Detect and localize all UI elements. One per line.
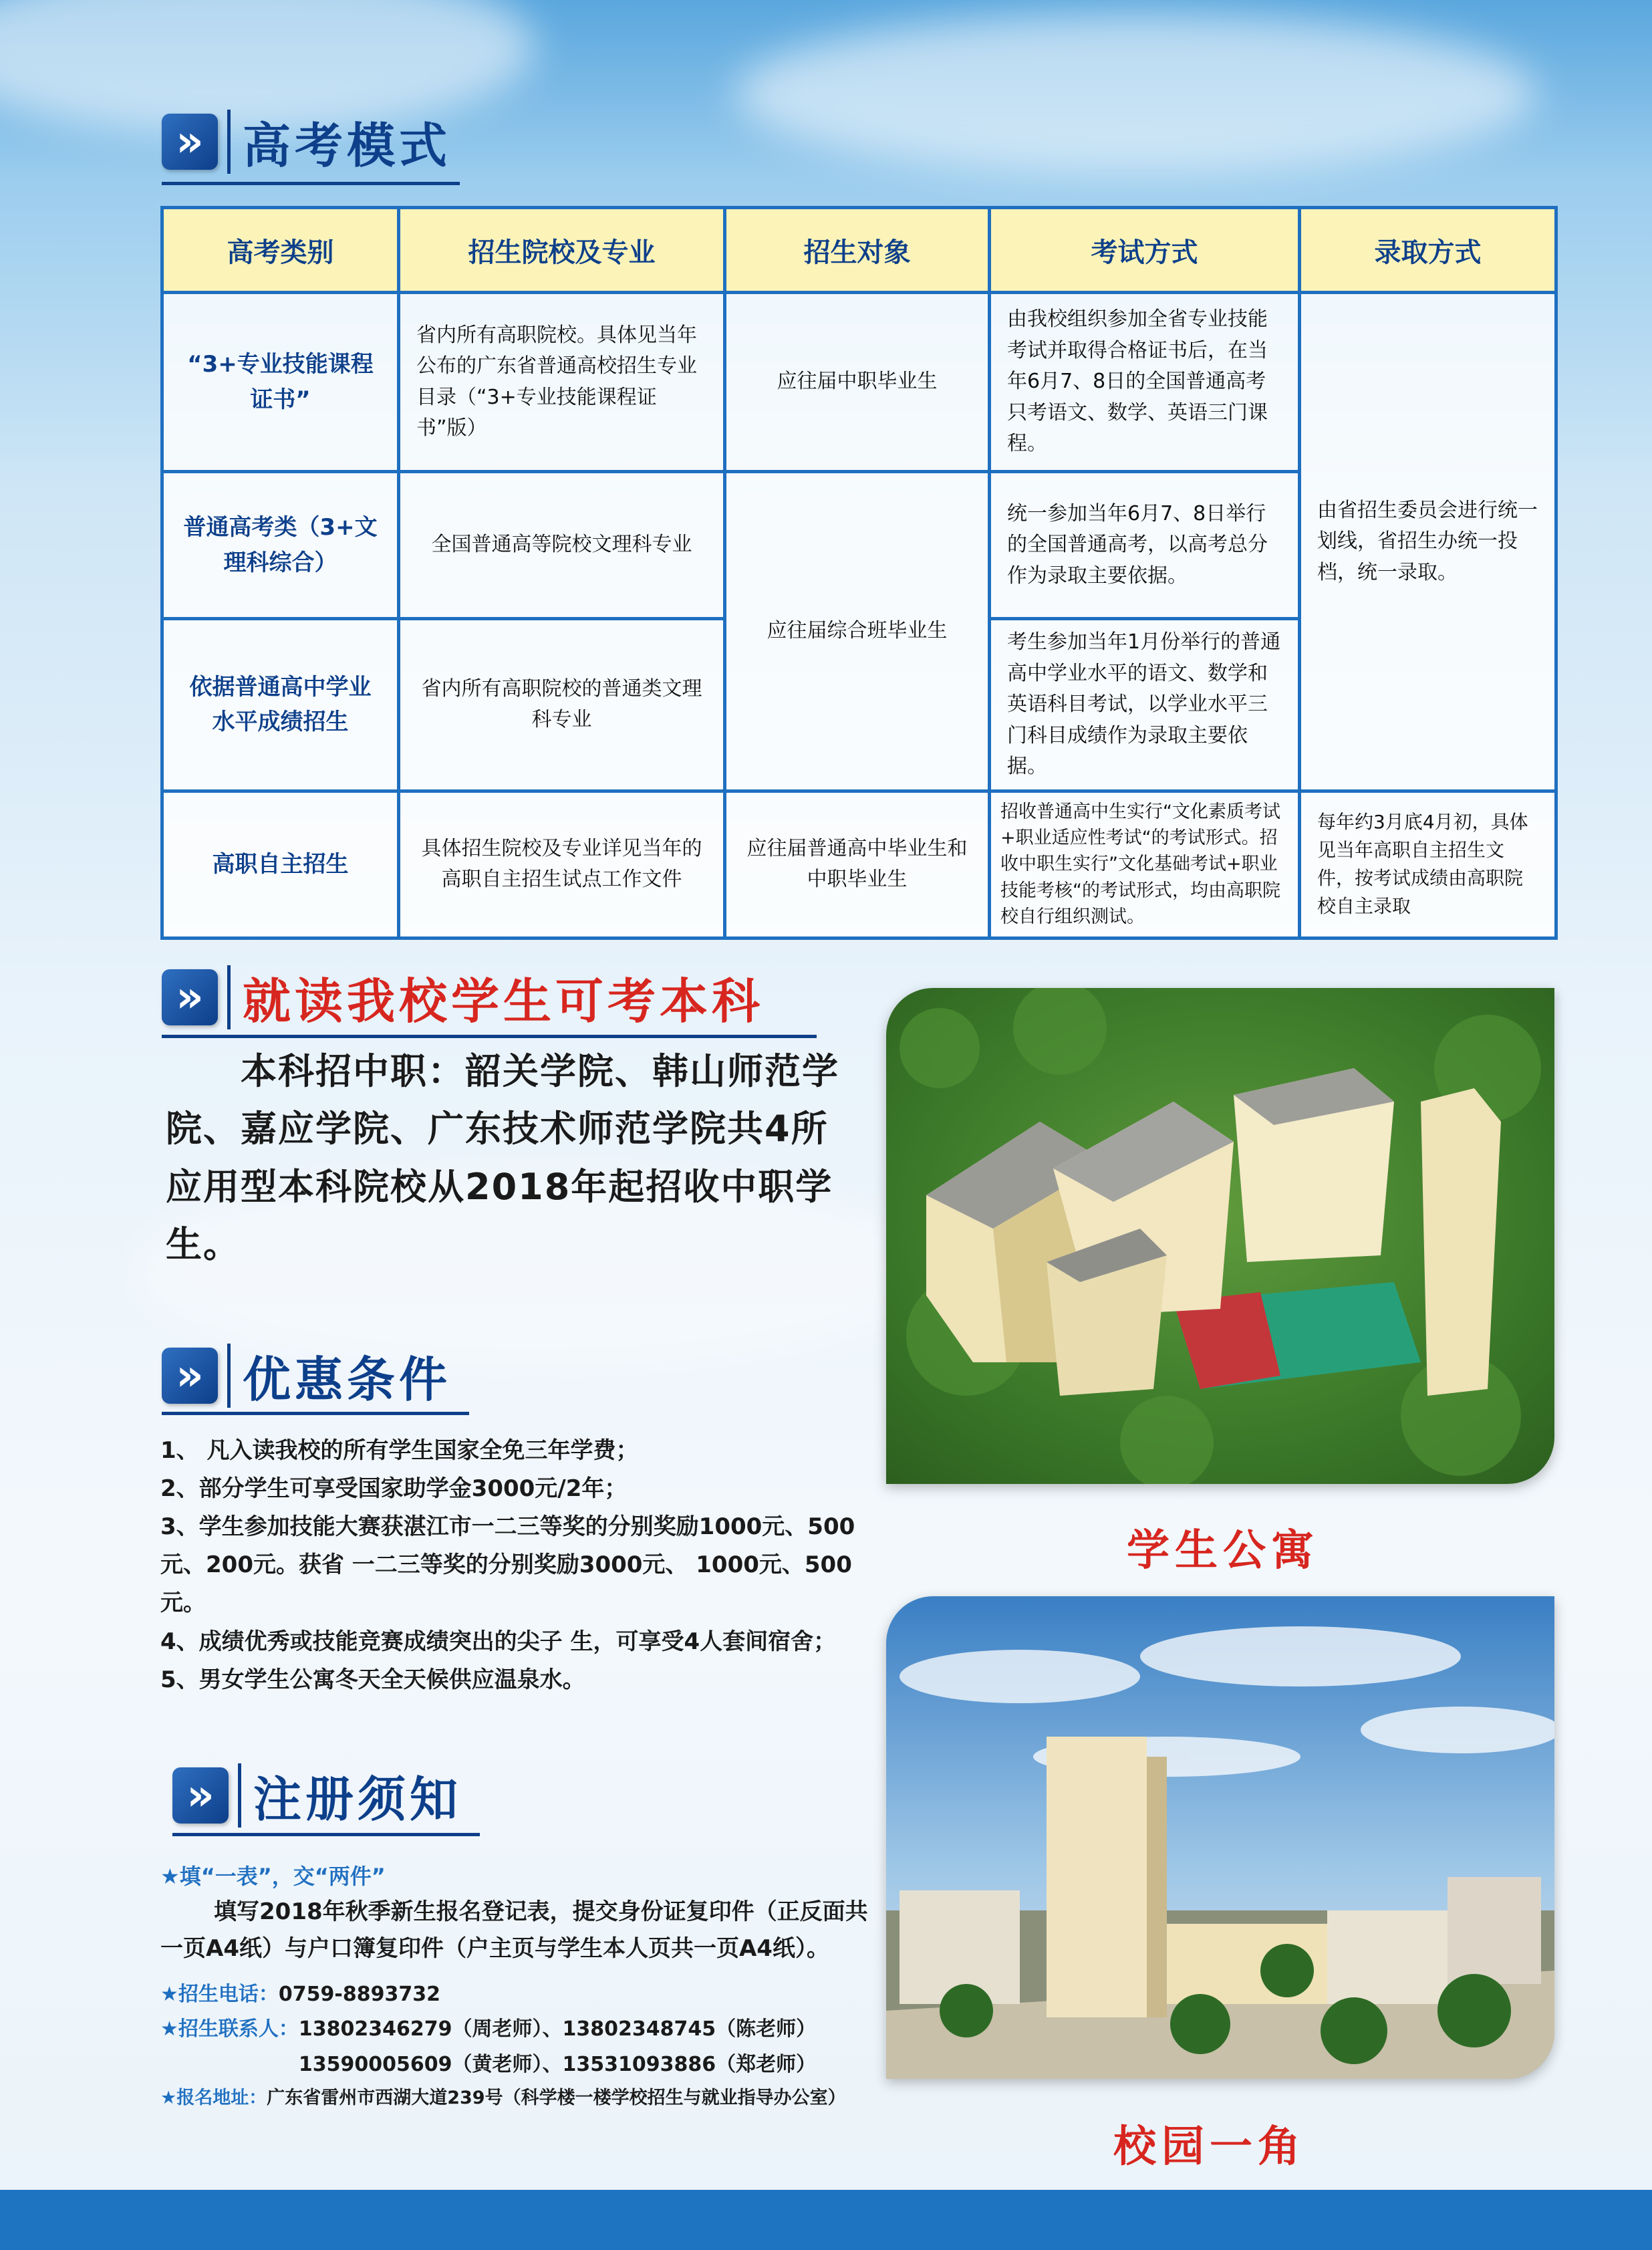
row-schools: 全国普通高等院校文理科专业 <box>399 472 725 619</box>
registration-underline <box>172 1833 480 1836</box>
dorm-photo <box>886 988 1554 1484</box>
phone-value: 0759-8893732 <box>278 1982 440 2006</box>
shared-target: 应往届综合班毕业生 <box>725 472 990 791</box>
undergrad-underline <box>162 1035 817 1038</box>
address-label: ★报名地址： <box>160 2088 267 2109</box>
row-schools: 省内所有高职院校的普通类文理科专业 <box>399 619 725 791</box>
gaokao-underline <box>162 182 460 185</box>
registration-subtitle: ★填“一表”，交“两件” <box>160 1864 386 1889</box>
preferential-list <box>160 1432 862 1699</box>
gaokao-table <box>160 206 1558 940</box>
undergrad-text: 本科招中职：韶关学院、韩山师范学院、嘉应学院、广东技术师范学院共4所应用型本科院校从2018年起招收中职学生。 <box>166 1050 839 1266</box>
registration-contacts <box>160 2012 882 2082</box>
registration-text: 填写2018年秋季新生报名登记表，提交身份证复印件（正反面共一页A4纸）与户口簿复印件（户主页与学生本人页共一页A4纸）。 <box>160 1898 868 1962</box>
gaokao-title: 高考模式 <box>243 118 452 174</box>
list-item: 4、成绩优秀或技能竞赛成绩突出的尖子 生，可享受4人套间宿舍； <box>160 1628 837 1655</box>
preferential-underline <box>162 1412 469 1415</box>
undergrad-title: 就读我校学生可考本科 <box>243 973 765 1029</box>
list-item: 5、男女学生公寓冬天全天候供应温泉水。 <box>160 1666 585 1693</box>
row-category: 普通高考类（3+文理科综合） <box>162 472 399 619</box>
preferential-heading <box>162 1341 451 1410</box>
row-admission: 每年约3月底4月初，具体见当年高职自主招生文件，按考试成绩由高职院校自主录取 <box>1300 791 1556 938</box>
double-chevron-right-icon: » <box>172 1767 229 1824</box>
bottom-bar <box>0 2190 1652 2250</box>
dorm-photo-illustration <box>886 988 1554 1484</box>
header-exam: 考试方式 <box>990 208 1300 293</box>
row-exam: 考生参加当年1月份举行的普通高中学业水平的语文、数学和英语科目考试，以学业水平三门科目成绩作为录取主要依据。 <box>990 619 1300 791</box>
heading-separator <box>227 110 231 174</box>
row-exam: 由我校组织参加全省专业技能考试并取得合格证书后，在当年6月7、8日的全国普通高考只考语文、数学、英语三门课程。 <box>990 293 1300 472</box>
row-target: 应往届普通高中毕业生和中职毕业生 <box>725 791 990 938</box>
row-schools: 省内所有高职院校。具体见当年公布的广东省普通高校招生专业目录（“3+专业技能课程证书”版） <box>399 293 725 472</box>
registration-title: 注册须知 <box>253 1771 462 1828</box>
list-item: 2、部分学生可享受国家助学金3000元/2年； <box>160 1475 628 1503</box>
row-category: “3+专业技能课程证书” <box>162 293 399 472</box>
registration-block <box>160 1860 882 2114</box>
contacts-line: 13590005609（黄老师）、13531093886（郑老师） <box>298 2052 817 2076</box>
undergrad-heading <box>162 963 764 1032</box>
preferential-title: 优惠条件 <box>243 1352 452 1408</box>
address-value: 广东省雷州市西湖大道239号（科学楼一楼学校招生与就业指导办公室） <box>267 2088 846 2109</box>
double-chevron-right-icon: » <box>162 969 218 1025</box>
list-item: 1、 凡入读我校的所有学生国家全免三年学费； <box>160 1437 639 1464</box>
phone-label: ★招生电话： <box>160 1982 279 2006</box>
row-exam: 招收普通高中生实行“文化素质考试+职业适应性考试“的考试形式。招收中职生实行”文化基础考试+职业技能考核“的考试形式，均由高职院校自行组织测试。 <box>990 791 1300 938</box>
heading-separator <box>227 965 231 1029</box>
header-schools: 招生院校及专业 <box>399 208 725 293</box>
header-category: 高考类别 <box>162 208 399 293</box>
registration-address <box>160 2082 882 2114</box>
campus-photo-illustration <box>886 1596 1554 2079</box>
table-row <box>162 791 1556 938</box>
registration-phone <box>160 1977 882 2013</box>
row-exam: 统一参加当年6月7、8日举行的全国普通高考，以高考总分作为录取主要依据。 <box>990 472 1300 619</box>
contact-label: ★招生联系人： <box>160 2017 299 2041</box>
dorm-caption: 学生公寓 <box>1127 1526 1319 1576</box>
row-category: 依据普通高中学业水平成绩招生 <box>162 619 399 791</box>
registration-heading <box>172 1761 462 1830</box>
header-admission: 录取方式 <box>1300 208 1556 293</box>
double-chevron-right-icon: » <box>162 1348 218 1404</box>
heading-separator <box>227 1344 231 1408</box>
list-item: 3、学生参加技能大赛获湛江市一二三等奖的分别奖励1000元、500元、200元。获省 一二三等奖的分别奖励3000元、 1000元、500元。 <box>160 1513 855 1617</box>
heading-separator <box>238 1763 241 1828</box>
double-chevron-right-icon: » <box>162 114 218 170</box>
contacts-line: 13802346279（周老师）、13802348745（陈老师） <box>298 2017 817 2041</box>
campus-caption: 校园一角 <box>1113 2122 1306 2172</box>
campus-photo <box>886 1596 1554 2079</box>
table-header-row <box>162 208 1556 293</box>
gaokao-heading <box>162 107 451 176</box>
header-target: 招生对象 <box>725 208 990 293</box>
row-target: 应往届中职毕业生 <box>725 293 990 472</box>
row-category: 高职自主招生 <box>162 791 399 938</box>
contacts-lines <box>299 2012 816 2082</box>
table-row <box>162 293 1556 472</box>
shared-admission: 由省招生委员会进行统一划线，省招生办统一投档，统一录取。 <box>1300 293 1556 791</box>
row-schools: 具体招生院校及专业详见当年的高职自主招生试点工作文件 <box>399 791 725 938</box>
